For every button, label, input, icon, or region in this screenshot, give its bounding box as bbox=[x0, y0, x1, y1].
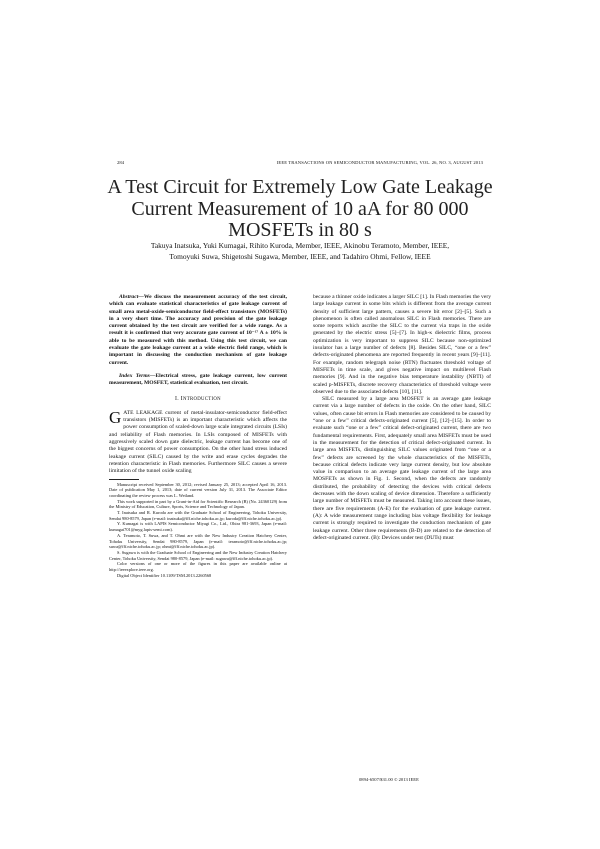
footnote: S. Sugawa is with the Graduate School of Engineering and the New Industry Creation Hatchery Center, Tohoku University, Sendai 980-8579, Japan (e-mail: sugawa@fff.niche.tohoku.ac.jp). bbox=[109, 549, 287, 561]
paper-title: A Test Circuit for Extremely Low Gate Leakage Current Measurement of 10 aA for 80 000 MOSFETs in 80 s bbox=[107, 176, 493, 241]
index-terms bbox=[109, 373, 287, 388]
drop-cap: G bbox=[109, 407, 122, 427]
copyright-notice: 0894-6507/$31.00 © 2013 IEEE bbox=[359, 777, 419, 782]
footnote: This work supported in part by a Grant-in-Aid for Scientific Research (B) (No. 24360129) from the Ministry of Education, Culture, Sports, Science and Technology of Japan. bbox=[109, 498, 287, 510]
section-numeral: I. bbox=[175, 395, 180, 402]
abstract-text: We discuss the measurement accuracy of the test circuit, which can evaluate statistical characteristics of gate leakage current of small area metal-oxide-semiconductor field-effect transistors (MOSFETs) in a very short time. The accuracy and precision of the gate leakage current obtained by the test circuit are verified for a wide range. As a result it is confirmed that very accurate gate current of 10⁻¹⁷ A ± 10% is able to be measured with this method. Using this test circuit, we can evaluate the gate leakage current at a wide electric field range, which is important in discussing the conduction mechanism of gate leakage current. bbox=[109, 294, 287, 366]
abstract-label: Abstract— bbox=[119, 294, 144, 300]
right-column bbox=[313, 294, 491, 542]
footnote: A. Teramoto, T. Suwa, and T. Ohmi are with the New Industry Creation Hatchery Center, Tohoku University, Sendai 980-8579, Japan (e-mail: teramoto@fff.niche.tohoku.ac.jp; suwa@fff.niche.tohoku.ac.jp; ohmi@fff.niche.tohoku.ac.jp). bbox=[109, 532, 287, 550]
section-initial: I bbox=[180, 395, 183, 402]
abstract bbox=[109, 294, 287, 367]
doi-footnote: Digital Object Identifier 10.1109/TSM.2013.2260568 bbox=[117, 572, 212, 578]
index-terms-text: Electrical stress, gate leakage current, low current measurement, MOSFET, statistical evaluation, test circuit. bbox=[109, 372, 287, 387]
author-line-1: Takuya Inatsuka, Yuki Kumagai, Rihito Kuroda, Member, IEEE, Akinobu Teramoto, Member, IEEE, bbox=[150, 241, 450, 250]
left-column bbox=[109, 294, 287, 578]
footnote: Manuscript received September 30, 2012; revised January 25, 2013; accepted April 16, 2013. Date of publication May 1, 2013; date of current version July 31, 2013. The Associate Editor coordinating the review process was L. Weiland. bbox=[109, 481, 287, 498]
index-terms-label: Index Terms— bbox=[119, 372, 156, 379]
section-rest: NTRODUCTION bbox=[183, 396, 221, 402]
intro-text: ATE LEAKAGE current of metal-insulator-semiconductor field-effect transistors (MISFETs) is an important characteristic which affects the power consumption of scaled-down large scale integrated circuits (LSIs) and reliability of Flash memories. In LSIs composed of MISFETs with aggressively scaled down gate dielectric, leakage current has become one of the biggest concerns of power consumption. On the other hand stress induced leakage current (SILC) caused by the write and erase cycles degrades the retention characteristic in Flash memories. Furthermore SILC causes a severe limitation of the tunnel oxide scaling bbox=[109, 409, 287, 475]
footnote: Y. Kumagai is with LAPIS Semiconductor Miyagi Co., Ltd., Ohira 981-3693, Japan (e-mail: kumagai701@myg.lapis-semi.com). bbox=[109, 521, 287, 533]
section-heading bbox=[109, 396, 287, 403]
footnote: Color versions of one or more of the figures in this paper are available online at http://ieeexplore.ieee.org. bbox=[109, 561, 287, 573]
footnote-divider bbox=[109, 479, 139, 480]
author-list bbox=[95, 241, 505, 262]
author-line-2: Tomoyuki Suwa, Shigetoshi Sugawa, Member, IEEE, and Tadahiro Ohmi, Fellow, IEEE bbox=[169, 251, 431, 261]
page-number: 284 bbox=[117, 160, 125, 165]
footnote: T. Inatsuka and R. Kuroda are with the Graduate School of Engineering, Tohoku University, Sendai 980-8579, Japan (e-mail: inatsuka@fff.niche.tohoku.ac.jp; kuroda@fff.niche.tohoku.ac.jp). bbox=[109, 510, 287, 521]
running-header: IEEE TRANSACTIONS ON SEMICONDUCTOR MANUFACTURING, VOL. 26, NO. 3, AUGUST 2013 bbox=[276, 160, 483, 165]
body-paragraph: SILC measured by a large area MOSFET is an average gate leakage current via a large number of defects in the oxide. On the other hand, SILC values, often cause bit errors in Flash memories are considered to be caused by “one or a few” critical defects-originated current [5], [12]–[15]. In order to evaluate such “one or a few” critical defect-originated current, there are two fundamental requirements. First, adequately small area MISFETs must be used in the measurement for the detection of critical defect-originated current. In large area MISFETs, distinguishing SILC values originated from “one or a few” defects are screened by the whole characteristics of the MISFETs, because critical defects indicate very large current density, but low absolute value in comparison to an average gate leakage current of the large area MOSFETs as shown in Fig. 1. Second, when the defects are randomly distributed, the probability of detecting the devices with critical defects decreases with the down scaling of device dimension. Therefore a sufficiently large number of MISFETs must be measured. Taking into account these issues, there are five requirements (A-E) for the evaluation of gate leakage current. (A): A wide measurement range including bias voltage flexibility for leakage current is strongly required to investigate the conduction mechanism of gate leakage current. Other three requirements (B-D) are related to the detection of defect-originated current. (B): Devices under test (DUTs) must bbox=[313, 396, 491, 541]
intro-paragraph bbox=[109, 407, 287, 476]
body-paragraph: because a thinner oxide indicates a larger SILC [1]. In Flash memories the very large leakage current in some bits which is different from the average current density of sufficient large pattern, causes a severe bit error [2]–[5]. Such a phenomenon is often called anomalous SILC in Flash memories. There are some reports which ascribe the SILC to the current via traps in the oxide generated by the electric stress [5]–[7]. In high-κ dielectric films, process optimization is very important to suppress SILC because non-optimized insulator has a large number of defects [8]. Besides SILC, “one or a few” defects-originated phenomena are reported frequently in recent years [9]–[11]. For example, random telegraph noise (RTN) fluctuates threshold voltage of MISFETs in time scale, and gives negative impact on multilevel Flash memories [9]. And in the negative bias temperature instability (NBTI) of scaled p-MISFETs, discrete recovery characteristics of threshold voltage were observed due to the associated defects [10], [11]. bbox=[313, 294, 491, 395]
